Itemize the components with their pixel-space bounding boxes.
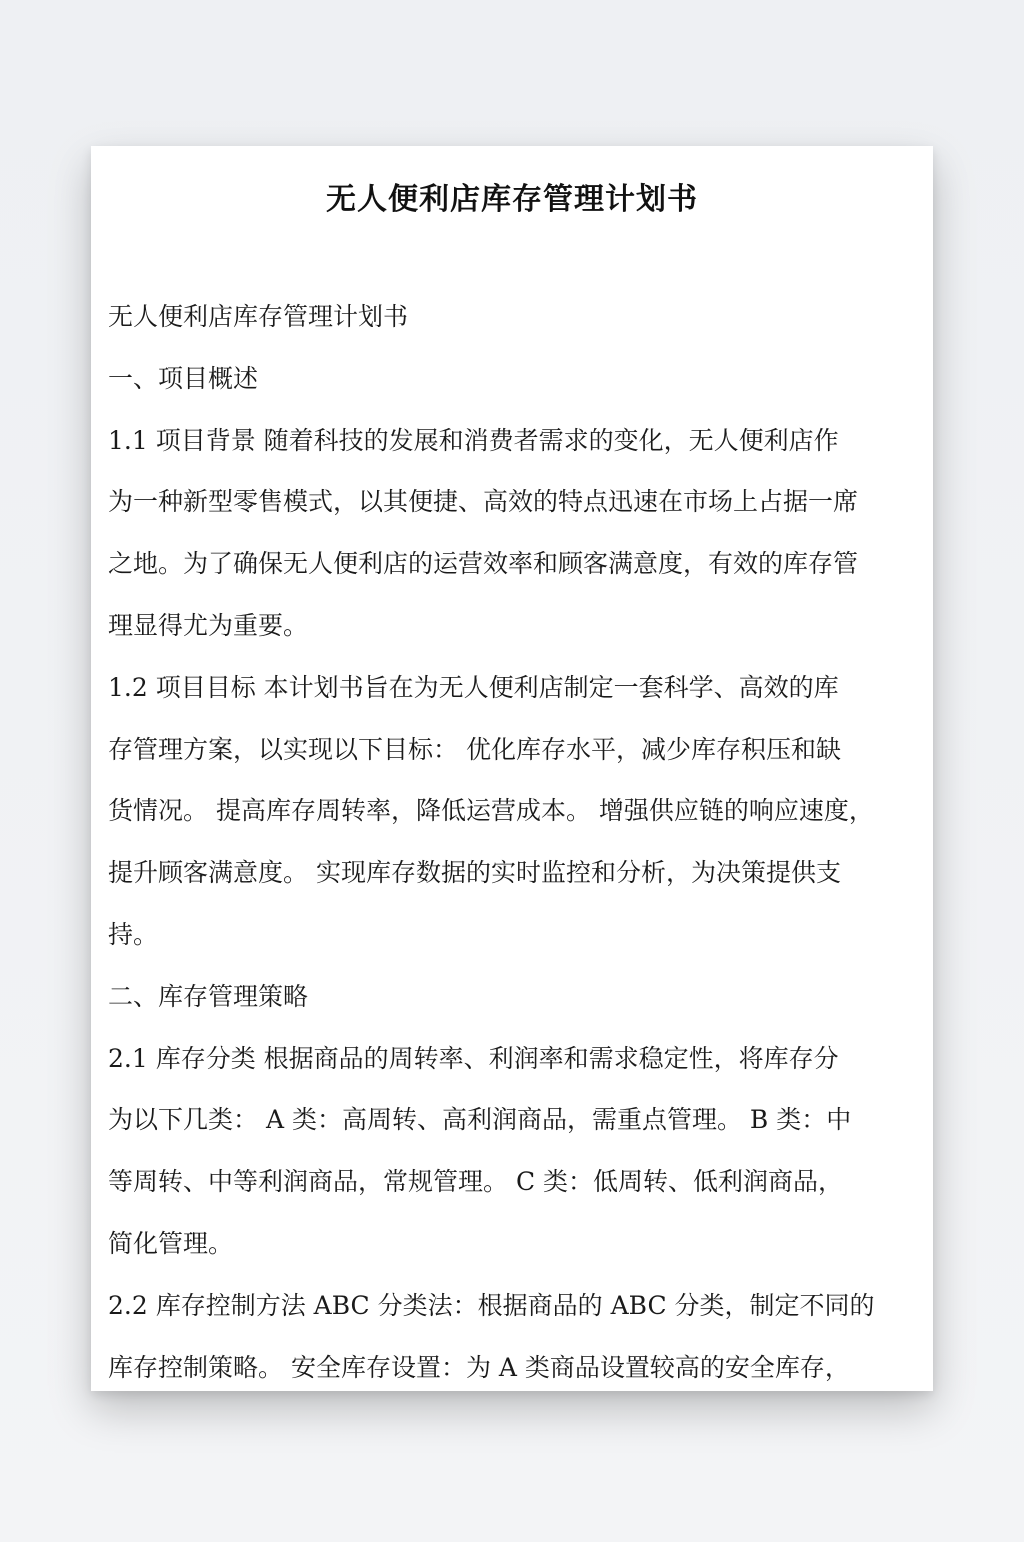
body-line: 库存控制策略。 安全库存设置：为 A 类商品设置较高的安全库存， bbox=[108, 1352, 850, 1382]
body-line: 2.2 库存控制方法 ABC 分类法：根据商品的 ABC 分类，制定不同的 bbox=[108, 1290, 875, 1320]
section-heading: 一、项目概述 bbox=[108, 363, 259, 393]
body-line: 2.1 库存分类 根据商品的周转率、利润率和需求稳定性，将库存分 bbox=[108, 1043, 839, 1073]
section-heading: 二、库存管理策略 bbox=[108, 981, 309, 1011]
body-line: 持。 bbox=[108, 919, 159, 949]
body-line: 1.2 项目目标 本计划书旨在为无人便利店制定一套科学、高效的库 bbox=[108, 672, 839, 702]
body-line: 无人便利店库存管理计划书 bbox=[108, 302, 409, 331]
body-line: 1.1 项目背景 随着科技的发展和消费者需求的变化，无人便利店作 bbox=[108, 425, 839, 455]
body-line: 之地。为了确保无人便利店的运营效率和顾客满意度，有效的库存管 bbox=[108, 549, 859, 579]
body-line: 等周转、中等利润商品，常规管理。 C 类：低周转、低利润商品， bbox=[108, 1167, 844, 1197]
body-line: 理显得尤为重要。 bbox=[108, 610, 309, 640]
body-line: 为一种新型零售模式，以其便捷、高效的特点迅速在市场上占据一席 bbox=[108, 487, 859, 517]
document-body bbox=[108, 297, 918, 1391]
document-title: 无人便利店库存管理计划书 bbox=[326, 182, 698, 217]
body-line: 货情况。 提高库存周转率，降低运营成本。 增强供应链的响应速度， bbox=[108, 796, 874, 826]
body-line: 简化管理。 bbox=[108, 1228, 234, 1258]
body-line: 提升顾客满意度。 实现库存数据的实时监控和分析，为决策提供支 bbox=[108, 858, 841, 888]
body-line: 为以下几类： A 类：高周转、高利润商品，需重点管理。 B 类：中 bbox=[108, 1105, 852, 1135]
body-line: 存管理方案，以实现以下目标： 优化库存水平，减少库存积压和缺 bbox=[108, 734, 841, 764]
document-page bbox=[91, 146, 933, 1391]
